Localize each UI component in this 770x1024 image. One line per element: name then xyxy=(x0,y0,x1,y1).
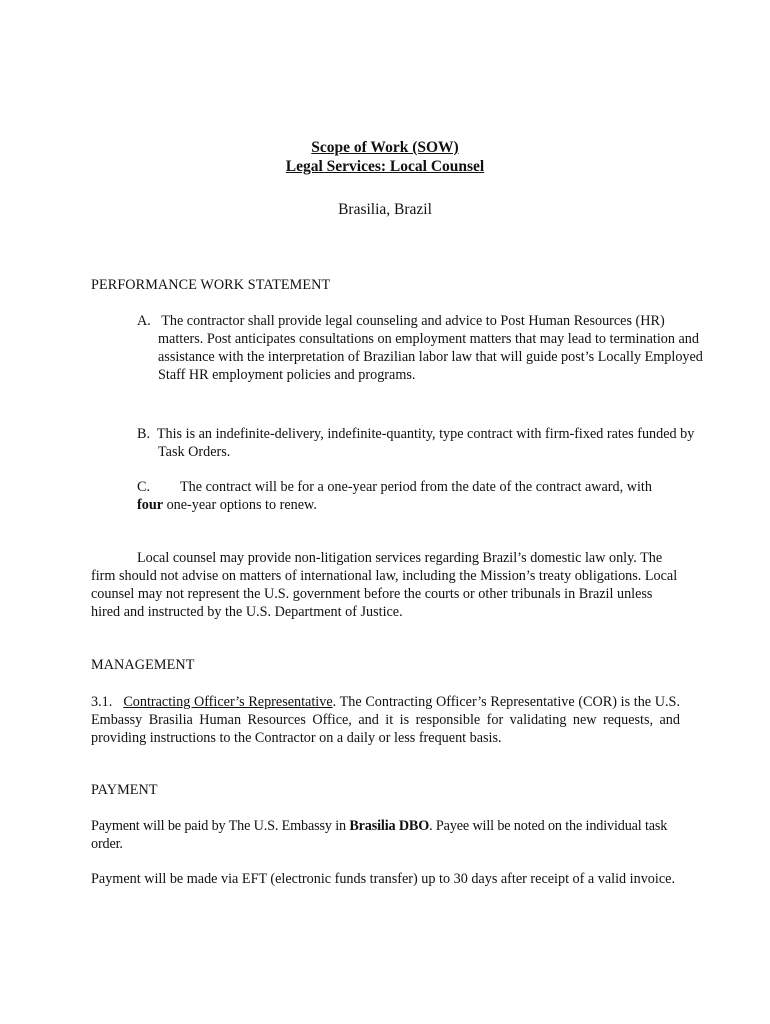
performance-heading: PERFORMANCE WORK STATEMENT xyxy=(91,277,331,293)
performance-item-b xyxy=(137,425,708,461)
item-a-marker: A. xyxy=(137,313,151,329)
management-number: 3.1. xyxy=(91,694,113,710)
payment-heading: PAYMENT xyxy=(91,782,158,798)
local-counsel-paragraph: Local counsel may provide non-litigation services regarding Brazil’s domestic law only. The firm should not advise on matters of international law, including the Mission’s treaty obligations. Local counsel may not represent the U.S. government before the courts or other tribunals in Brazil unless hired and instructed by the U.S. Department of Justice. xyxy=(91,550,678,620)
item-c-bold: four xyxy=(137,497,164,513)
payment-p1-before: Payment will be paid by The U.S. Embassy in xyxy=(91,818,350,834)
performance-item-a xyxy=(137,312,703,384)
payment-p1-after: . Payee will be noted on the individual task order. xyxy=(91,818,668,852)
doc-title-line1: Scope of Work (SOW) xyxy=(311,139,459,156)
item-c-text-after: one-year options to renew. xyxy=(163,497,317,513)
item-c-marker: C. xyxy=(137,479,151,495)
doc-location: Brasilia, Brazil xyxy=(338,201,432,218)
item-b-marker: B. xyxy=(137,426,151,442)
item-a-text: The contractor shall provide legal counseling and advice to Post Human Resources (HR) matters. Post anticipates consultations on employment matters that may lead to termination and assistance with the interpretation of Brazilian labor law that will guide post’s Locally Employed Staff HR employment policies and programs. xyxy=(158,313,703,383)
doc-title-line2: Legal Services: Local Counsel xyxy=(285,158,485,175)
payment-paragraph-2: Payment will be made via EFT (electronic funds transfer) up to 30 days after receipt of a valid invoice. xyxy=(91,871,675,887)
management-heading: MANAGEMENT xyxy=(91,657,195,673)
payment-p1-bold: Brasilia DBO xyxy=(349,818,430,834)
cor-link-text: Contracting Officer’s Representative xyxy=(123,694,333,710)
management-text: . The Contracting Officer’s Representative (COR) is the U.S. Embassy Brasilia Human Resources Office, and it is responsible for validating new requests, and providing instructions to the Contractor on a daily or less frequent basis. xyxy=(91,694,680,746)
item-b-text: This is an indefinite-delivery, indefinite-quantity, type contract with firm-fixed rates funded by Task Orders. xyxy=(156,426,695,460)
management-paragraph xyxy=(91,693,680,747)
item-c-text-before: The contract will be for a one-year period from the date of the contract award, with xyxy=(180,479,652,495)
payment-paragraph-1 xyxy=(91,817,686,853)
performance-item-c xyxy=(137,478,677,514)
